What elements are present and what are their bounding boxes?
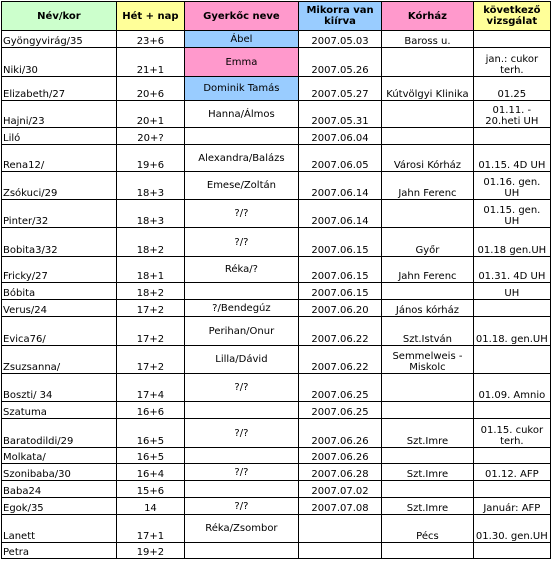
header-date: Mikorra van kiírva <box>298 2 381 31</box>
cell-name: Rena12/ <box>2 145 117 172</box>
header-row <box>2 2 551 31</box>
cell-date: 2007.06.25 <box>298 374 381 402</box>
cell-name: Liló <box>2 128 117 145</box>
cell-exam: 01.25 <box>473 77 550 101</box>
cell-exam: 01.30. gen.UH <box>473 515 550 543</box>
cell-date: 2007.06.14 <box>298 172 381 200</box>
table-row <box>2 419 551 448</box>
cell-date: 2007.07.02 <box>298 481 381 498</box>
cell-exam: 01.18 gen.UH <box>473 228 550 257</box>
cell-week: 17+2 <box>116 346 184 374</box>
cell-week: 23+6 <box>116 31 184 48</box>
cell-date: 2007.06.05 <box>298 145 381 172</box>
cell-baby: Hanna/Álmos <box>184 101 298 128</box>
cell-name: Fricky/27 <box>2 257 117 283</box>
cell-hospital: Szt.István <box>382 317 474 346</box>
cell-week: 16+5 <box>116 419 184 448</box>
cell-baby: ?/? <box>184 464 298 481</box>
cell-baby: Réka/Zsombor <box>184 515 298 543</box>
cell-name: Molkata/ <box>2 448 117 464</box>
cell-exam: 01.11. - 20.heti UH <box>473 101 550 128</box>
cell-name: Zsókuci/29 <box>2 172 117 200</box>
table-row <box>2 101 551 128</box>
cell-baby <box>184 448 298 464</box>
table-row <box>2 31 551 48</box>
cell-hospital: Városi Kórház <box>382 145 474 172</box>
cell-hospital: Jahn Ferenc <box>382 172 474 200</box>
cell-hospital <box>382 402 474 419</box>
table-row <box>2 300 551 317</box>
cell-week: 20+? <box>116 128 184 145</box>
table-row <box>2 374 551 402</box>
cell-exam: 01.16. gen. UH <box>473 172 550 200</box>
cell-date: 2007.06.22 <box>298 317 381 346</box>
table-row <box>2 464 551 481</box>
cell-exam <box>473 128 550 145</box>
cell-week: 17+1 <box>116 515 184 543</box>
cell-date <box>298 515 381 543</box>
cell-baby <box>184 128 298 145</box>
table-row <box>2 481 551 498</box>
cell-exam: Január: AFP <box>473 498 550 515</box>
table-row <box>2 346 551 374</box>
cell-baby: Ábel <box>184 31 298 48</box>
cell-baby: ?/? <box>184 498 298 515</box>
cell-exam <box>473 31 550 48</box>
cell-name: Egok/35 <box>2 498 117 515</box>
cell-date: 2007.06.28 <box>298 464 381 481</box>
cell-exam: 01.12. AFP <box>473 464 550 481</box>
table-row <box>2 515 551 543</box>
cell-name: Elizabeth/27 <box>2 77 117 101</box>
cell-hospital <box>382 481 474 498</box>
cell-week: 18+2 <box>116 228 184 257</box>
cell-name: Pinter/32 <box>2 200 117 228</box>
cell-date <box>298 543 381 559</box>
cell-baby <box>184 283 298 300</box>
header-week: Hét + nap <box>116 2 184 31</box>
cell-hospital: Jahn Ferenc <box>382 257 474 283</box>
cell-date: 2007.06.15 <box>298 228 381 257</box>
table-row <box>2 543 551 559</box>
cell-baby <box>184 402 298 419</box>
cell-week: 18+2 <box>116 283 184 300</box>
cell-week: 17+2 <box>116 317 184 346</box>
cell-exam: UH <box>473 283 550 300</box>
table-row <box>2 317 551 346</box>
cell-name: Bobita3/32 <box>2 228 117 257</box>
cell-week: 20+6 <box>116 77 184 101</box>
cell-name: Verus/24 <box>2 300 117 317</box>
cell-week: 14 <box>116 498 184 515</box>
cell-week: 18+3 <box>116 200 184 228</box>
cell-name: Niki/30 <box>2 48 117 77</box>
cell-name: Baratodildi/29 <box>2 419 117 448</box>
cell-baby: Dominik Tamás <box>184 77 298 101</box>
cell-date: 2007.06.04 <box>298 128 381 145</box>
cell-exam: 01.18. gen.UH <box>473 317 550 346</box>
cell-baby: ?/? <box>184 228 298 257</box>
header-exam: következő vizsgálat <box>473 2 550 31</box>
header-name: Név/kor <box>2 2 117 31</box>
pregnancy-table <box>1 1 551 559</box>
header-hospital: Kórház <box>382 2 474 31</box>
cell-exam <box>473 543 550 559</box>
cell-date: 2007.06.20 <box>298 300 381 317</box>
cell-week: 16+5 <box>116 448 184 464</box>
cell-week: 18+1 <box>116 257 184 283</box>
cell-date: 2007.06.15 <box>298 257 381 283</box>
cell-baby <box>184 481 298 498</box>
cell-week: 17+2 <box>116 300 184 317</box>
cell-hospital: Kútvölgyi Klinika <box>382 77 474 101</box>
cell-week: 15+6 <box>116 481 184 498</box>
table-row <box>2 128 551 145</box>
cell-name: Szatuma <box>2 402 117 419</box>
cell-date: 2007.06.14 <box>298 200 381 228</box>
header-baby: Gyerkőc neve <box>184 2 298 31</box>
cell-hospital: Szt.Imre <box>382 498 474 515</box>
table-row <box>2 77 551 101</box>
cell-hospital <box>382 283 474 300</box>
cell-baby: Lilla/Dávid <box>184 346 298 374</box>
cell-hospital <box>382 374 474 402</box>
cell-date: 2007.05.03 <box>298 31 381 48</box>
cell-week: 16+4 <box>116 464 184 481</box>
table-row <box>2 402 551 419</box>
cell-exam: 01.09. Amnio <box>473 374 550 402</box>
cell-hospital <box>382 128 474 145</box>
cell-baby <box>184 543 298 559</box>
cell-name: Gyöngyvirág/35 <box>2 31 117 48</box>
table-row <box>2 200 551 228</box>
cell-week: 17+4 <box>116 374 184 402</box>
cell-exam: jan.: cukor terh. <box>473 48 550 77</box>
cell-exam: 01.15. gen. UH <box>473 200 550 228</box>
cell-date: 2007.05.26 <box>298 48 381 77</box>
cell-date: 2007.06.25 <box>298 402 381 419</box>
cell-name: Lanett <box>2 515 117 543</box>
cell-exam: 01.31. 4D UH <box>473 257 550 283</box>
table-row <box>2 448 551 464</box>
cell-baby: Réka/? <box>184 257 298 283</box>
cell-exam: 01.15. 4D UH <box>473 145 550 172</box>
cell-date: 2007.06.15 <box>298 283 381 300</box>
cell-baby: Alexandra/Balázs <box>184 145 298 172</box>
cell-baby: ?/? <box>184 200 298 228</box>
cell-week: 20+1 <box>116 101 184 128</box>
cell-hospital: Győr <box>382 228 474 257</box>
cell-baby: ?/Bendegúz <box>184 300 298 317</box>
cell-exam <box>473 346 550 374</box>
cell-date: 2007.07.08 <box>298 498 381 515</box>
cell-hospital <box>382 448 474 464</box>
cell-date: 2007.05.31 <box>298 101 381 128</box>
cell-date: 2007.06.22 <box>298 346 381 374</box>
cell-hospital: Szt.Imre <box>382 419 474 448</box>
cell-name: Petra <box>2 543 117 559</box>
cell-hospital: Szt.Imre <box>382 464 474 481</box>
cell-hospital: Semmelweis - Miskolc <box>382 346 474 374</box>
cell-hospital <box>382 200 474 228</box>
cell-baby: Emma <box>184 48 298 77</box>
cell-name: Boszti/ 34 <box>2 374 117 402</box>
cell-hospital <box>382 101 474 128</box>
cell-name: Zsuzsanna/ <box>2 346 117 374</box>
cell-baby: Emese/Zoltán <box>184 172 298 200</box>
cell-exam <box>473 402 550 419</box>
cell-exam <box>473 448 550 464</box>
cell-hospital <box>382 48 474 77</box>
cell-date: 2007.06.26 <box>298 419 381 448</box>
cell-baby: Perihan/Onur <box>184 317 298 346</box>
cell-date: 2007.06.26 <box>298 448 381 464</box>
table-row <box>2 283 551 300</box>
table-row <box>2 228 551 257</box>
cell-hospital: Pécs <box>382 515 474 543</box>
cell-week: 21+1 <box>116 48 184 77</box>
table-row <box>2 498 551 515</box>
cell-name: Hajni/23 <box>2 101 117 128</box>
cell-week: 18+3 <box>116 172 184 200</box>
cell-exam <box>473 481 550 498</box>
table-row <box>2 48 551 77</box>
cell-name: Bóbita <box>2 283 117 300</box>
cell-week: 16+6 <box>116 402 184 419</box>
table-row <box>2 257 551 283</box>
cell-name: Baba24 <box>2 481 117 498</box>
cell-baby: ?/? <box>184 419 298 448</box>
cell-exam: 01.15. cukor terh. <box>473 419 550 448</box>
cell-week: 19+2 <box>116 543 184 559</box>
cell-week: 19+6 <box>116 145 184 172</box>
cell-hospital: János kórház <box>382 300 474 317</box>
cell-hospital: Baross u. <box>382 31 474 48</box>
cell-baby: ?/? <box>184 374 298 402</box>
cell-date: 2007.05.27 <box>298 77 381 101</box>
cell-hospital <box>382 543 474 559</box>
table-row <box>2 145 551 172</box>
cell-name: Evica76/ <box>2 317 117 346</box>
cell-name: Szonibaba/30 <box>2 464 117 481</box>
table-row <box>2 172 551 200</box>
cell-exam <box>473 300 550 317</box>
